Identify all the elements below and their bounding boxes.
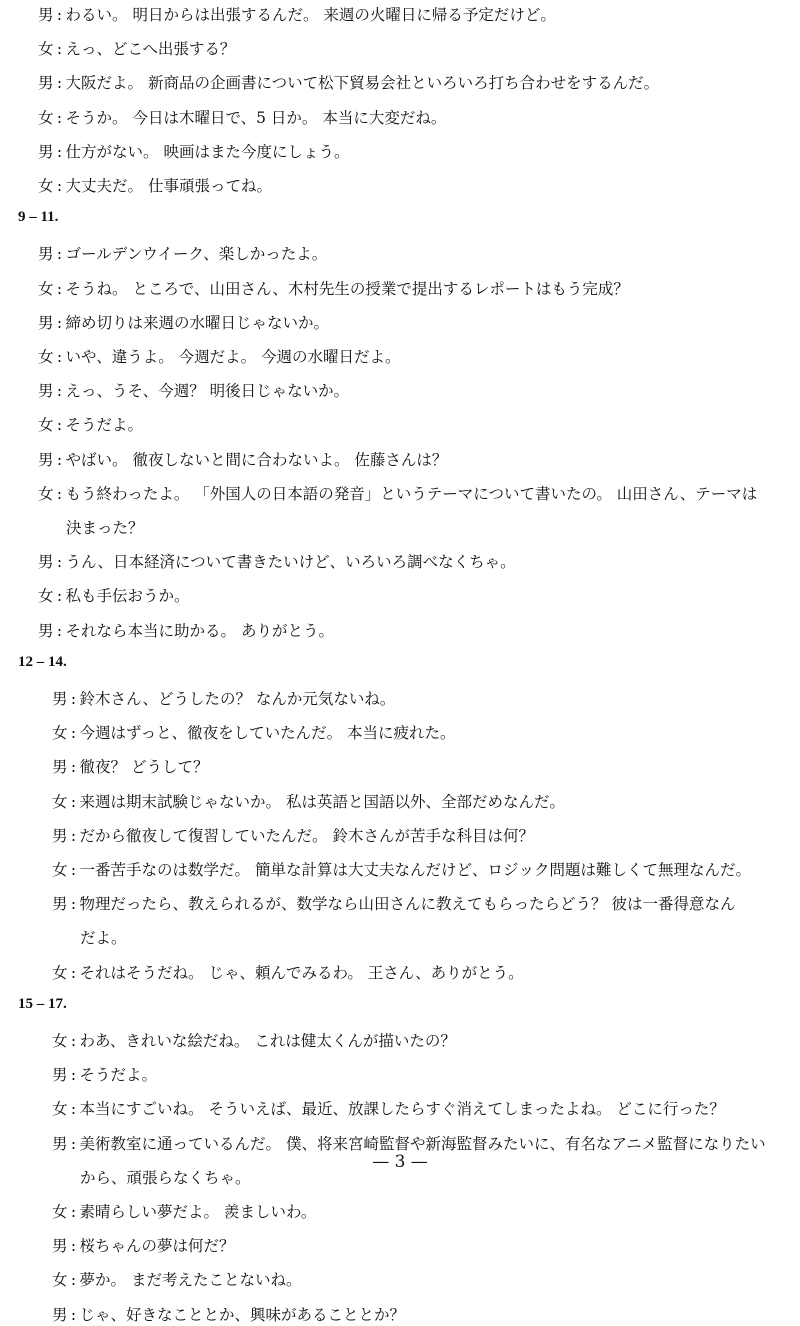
speaker-colon: : [56, 6, 63, 24]
dialogue-line [52, 1098, 725, 1120]
dialogue-line [52, 1269, 301, 1291]
line-text: 鈴木さん、どうしたの？ なんか元気ないね。 [79, 690, 396, 708]
line-continuation: 決まった？ [66, 519, 144, 537]
speaker-colon: : [70, 1203, 77, 1221]
line-text: 徹夜？ どうして？ [79, 758, 209, 777]
speaker-colon: : [56, 142, 63, 161]
speaker-label: 男 [38, 553, 54, 572]
dialogue-line [52, 962, 524, 984]
dialogue-line [52, 893, 735, 915]
speaker-colon: : [70, 1305, 77, 1324]
speaker-label: 女 [52, 1100, 68, 1119]
line-text: 私も手伝おうか。 [65, 587, 190, 606]
speaker-colon: : [70, 861, 77, 879]
line-text: 仕方がない。 映画はまた今度にしょう。 [65, 142, 350, 161]
line-text: 締め切りは来週の水曜日じゃないか。 [65, 313, 330, 332]
speaker-label: 女 [38, 177, 54, 195]
speaker-label: 男 [52, 1237, 68, 1256]
line-text: 一番苦手なのは数学だ。 簡単な計算は大丈夫なんだけど、ロジック問題は難しくて無理なんだ。 [79, 861, 751, 879]
speaker-label: 男 [52, 1066, 68, 1085]
line-text: うん、日本経済について書きたいけど、いろいろ調べなくちゃ。 [65, 553, 516, 572]
dialogue-line [38, 141, 349, 163]
speaker-label: 女 [52, 1203, 68, 1221]
dialogue-line [38, 38, 235, 60]
line-text: だから徹夜して復習していたんだ。 鈴木さんが苦手な科目は何？ [79, 826, 534, 845]
line-text: そうだよ。 [79, 1066, 158, 1085]
line-text: 大阪だよ。 新商品の企画書について松下貿易会社といろいろ打ち合わせをするんだ。 [65, 74, 660, 93]
speaker-colon: : [56, 177, 63, 195]
line-text: じゃ、好きなこととか、興味があることとか？ [79, 1305, 406, 1324]
line-continuation: だよ。 [80, 929, 127, 948]
speaker-label: 男 [52, 1305, 68, 1324]
speaker-label: 女 [38, 40, 54, 59]
speaker-colon: : [70, 963, 77, 982]
speaker-colon: : [70, 1100, 77, 1119]
speaker-label: 男 [38, 450, 54, 469]
dialogue-line [52, 688, 395, 710]
speaker-colon: : [56, 553, 63, 572]
line-text: そうね。 ところで、山田さん、木村先生の授業で提出するレポートはもう完成？ [65, 279, 629, 298]
speaker-label: 女 [52, 1271, 68, 1290]
line-text: それはそうだね。 じゃ、頼んでみるわ。 王さん、ありがとう。 [79, 963, 524, 982]
speaker-colon: : [70, 1066, 77, 1085]
line-text: もう終わったよ。 「外国人の日本語の発音」というテーマについて書いたの。 山田さん、テーマは [65, 484, 758, 503]
line-text: わるい。 明日からは出張するんだ。 来週の火曜日に帰る予定だけど。 [65, 6, 556, 24]
speaker-colon: : [70, 826, 77, 845]
speaker-label: 女 [38, 587, 54, 606]
dialogue-line [52, 1201, 316, 1223]
dialogue-line [38, 243, 327, 265]
speaker-label: 女 [52, 861, 68, 879]
speaker-colon: : [56, 484, 63, 503]
speaker-label: 女 [38, 279, 54, 298]
dialogue-line [52, 1064, 157, 1086]
dialogue-line [38, 414, 143, 436]
speaker-label: 女 [38, 416, 54, 435]
dialogue-line [52, 825, 534, 847]
dialogue-line [38, 483, 757, 505]
dialogue-line [52, 722, 456, 744]
speaker-label: 男 [52, 826, 68, 845]
dialogue-line [52, 859, 751, 881]
page-number: — 3 — [372, 1152, 428, 1172]
dialogue-line [52, 1304, 405, 1326]
line-text: 素晴らしい夢だよ。 羨ましいわ。 [79, 1203, 317, 1221]
speaker-colon: : [56, 450, 63, 469]
speaker-label: 男 [38, 621, 54, 640]
speaker-colon: : [56, 40, 63, 59]
speaker-colon: : [56, 74, 63, 93]
line-text: 美術教室に通っているんだ。 僕、将来宮崎監督や新海監督みたいに、有名なアニメ監督になりたい [79, 1134, 766, 1153]
line-text: 桜ちゃんの夢は何だ？ [79, 1237, 235, 1256]
speaker-label: 男 [52, 895, 68, 914]
line-text: わあ、きれいな絵だね。 これは健太くんが描いたの？ [79, 1032, 456, 1050]
line-text: えっ、どこへ出張する？ [65, 40, 236, 59]
speaker-label: 男 [38, 313, 54, 332]
speaker-label: 男 [38, 74, 54, 93]
speaker-label: 女 [52, 724, 68, 743]
speaker-colon: : [56, 245, 63, 264]
speaker-colon: : [70, 792, 77, 811]
speaker-label: 男 [38, 245, 54, 264]
dialogue-line [38, 449, 447, 471]
line-continuation: から、頑張らなくちゃ。 [80, 1168, 251, 1187]
section-heading: 12 – 14. [18, 653, 67, 670]
dialogue-line [38, 346, 401, 368]
line-text: それなら本当に助かる。 ありがとう。 [65, 621, 334, 640]
speaker-colon: : [70, 758, 77, 777]
line-text: 来週は期末試験じゃないか。 私は英語と国語以外、全部だめなんだ。 [79, 792, 565, 811]
speaker-colon: : [56, 382, 63, 401]
speaker-colon: : [56, 108, 63, 127]
dialogue-line [38, 551, 516, 573]
speaker-colon: : [70, 1134, 77, 1153]
dialogue-line [38, 312, 329, 334]
line-text: 夢か。 まだ考えたことないね。 [79, 1271, 302, 1290]
speaker-colon: : [56, 279, 63, 298]
speaker-label: 男 [38, 382, 54, 401]
dialogue-line [38, 107, 446, 129]
speaker-label: 女 [52, 963, 68, 982]
line-text: 今週はずっと、徹夜をしていたんだ。 本当に疲れた。 [79, 724, 456, 743]
line-text: やばい。 徹夜しないと間に合わないよ。 佐藤さんは？ [65, 450, 448, 469]
line-text: 本当にすごいね。 そういえば、最近、放課したらすぐ消えてしまったよね。 どこに行った？ [79, 1100, 725, 1119]
dialogue-line [52, 1235, 235, 1257]
speaker-label: 男 [52, 1134, 68, 1153]
speaker-colon: : [56, 348, 63, 366]
speaker-label: 女 [38, 348, 54, 366]
speaker-colon: : [70, 895, 77, 914]
line-text: 大丈夫だ。 仕事頑張ってね。 [65, 177, 272, 195]
speaker-label: 女 [52, 792, 68, 811]
line-text: 物理だったら、教えられるが、数学なら山田さんに教えてもらったらどう？ 彼は一番得意なん [79, 895, 736, 914]
speaker-colon: : [70, 1237, 77, 1256]
speaker-colon: : [56, 313, 63, 332]
speaker-colon: : [56, 416, 63, 435]
section-heading: 9 – 11. [18, 209, 59, 226]
line-text: そうか。 今日は木曜日で、5 日か。 本当に大変だね。 [65, 108, 447, 127]
dialogue-line [38, 620, 334, 642]
speaker-label: 男 [38, 142, 54, 161]
speaker-label: 男 [52, 690, 68, 708]
speaker-colon: : [70, 724, 77, 743]
speaker-label: 女 [38, 484, 54, 503]
line-text: ゴールデンウイーク、楽しかったよ。 [65, 245, 328, 264]
speaker-colon: : [70, 1032, 77, 1050]
dialogue-line [38, 278, 629, 300]
speaker-label: 男 [52, 758, 68, 777]
line-text: そうだよ。 [65, 416, 144, 435]
speaker-colon: : [56, 621, 63, 640]
dialogue-line [52, 791, 565, 813]
speaker-label: 女 [52, 1032, 68, 1050]
speaker-label: 女 [38, 108, 54, 127]
speaker-label: 男 [38, 6, 54, 24]
line-text: いや、違うよ。 今週だよ。 今週の水曜日だよ。 [65, 348, 401, 366]
dialogue-line [52, 1030, 456, 1052]
section-heading: 15 – 17. [18, 995, 67, 1012]
dialogue-line [38, 380, 349, 402]
dialogue-line [52, 756, 208, 778]
dialogue-line [38, 4, 556, 26]
speaker-colon: : [70, 1271, 77, 1290]
dialogue-line [38, 175, 272, 197]
speaker-colon: : [56, 587, 63, 606]
dialogue-line [38, 585, 190, 607]
dialogue-line [38, 72, 659, 94]
line-text: えっ、うそ、今週？ 明後日じゃないか。 [65, 382, 350, 401]
speaker-colon: : [70, 690, 77, 708]
